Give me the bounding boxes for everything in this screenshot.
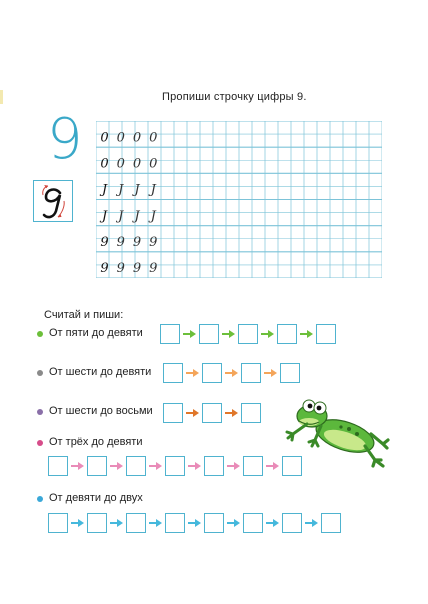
answer-box[interactable] — [202, 363, 222, 383]
copy-instruction: Пропиши строчку цифры 9. — [162, 91, 307, 103]
count-section-title: Считай и пиши: — [44, 309, 124, 321]
task-label: От пяти до девяти — [49, 327, 143, 339]
arrow-right-icon — [107, 518, 126, 528]
sample-glyph: 0 — [149, 156, 158, 172]
answer-box[interactable] — [316, 324, 336, 344]
answer-box[interactable] — [48, 456, 68, 476]
sample-glyph: 0 — [149, 130, 158, 146]
sample-glyph: 9 — [116, 261, 125, 277]
arrow-right-icon — [224, 461, 243, 471]
sample-glyph: 9 — [100, 261, 109, 277]
sample-glyph: 9 — [132, 234, 142, 250]
arrow-right-icon — [261, 368, 280, 378]
arrow-right-icon — [222, 368, 241, 378]
printed-digit-nine: 9 — [47, 107, 83, 172]
arrow-right-icon — [302, 518, 321, 528]
answer-box[interactable] — [163, 403, 183, 423]
answer-box[interactable] — [204, 513, 224, 533]
answer-box[interactable] — [282, 513, 302, 533]
answer-box[interactable] — [126, 456, 146, 476]
task-bullet — [37, 331, 43, 337]
sample-glyph: J — [134, 208, 140, 224]
answer-box[interactable] — [243, 456, 263, 476]
arrow-right-icon — [146, 461, 165, 471]
task-bullet — [37, 409, 43, 415]
sample-glyph: J — [150, 182, 156, 198]
handwriting-sample-box — [33, 180, 73, 222]
answer-box[interactable] — [165, 513, 185, 533]
arrow-right-icon — [183, 368, 202, 378]
sample-glyph: 9 — [149, 234, 158, 250]
arrow-right-icon — [185, 461, 204, 471]
answer-box[interactable] — [277, 324, 297, 344]
arrow-right-icon — [183, 408, 202, 418]
sample-glyph: J — [101, 208, 108, 224]
answer-box[interactable] — [204, 456, 224, 476]
arrow-right-icon — [222, 408, 241, 418]
arrow-right-icon — [146, 518, 165, 528]
sample-glyph: 0 — [100, 156, 109, 172]
sample-glyph: 0 — [132, 130, 142, 146]
sample-glyph: J — [134, 182, 140, 198]
sample-glyph: 9 — [149, 261, 158, 277]
sample-glyph: 0 — [116, 156, 125, 172]
arrow-right-icon — [258, 329, 277, 339]
arrow-right-icon — [68, 461, 87, 471]
answer-chain — [160, 324, 336, 344]
arrow-right-icon — [263, 518, 282, 528]
answer-box[interactable] — [321, 513, 341, 533]
task-label: От шести до девяти — [49, 366, 152, 378]
answer-chain — [48, 513, 341, 533]
script-nine-icon — [34, 181, 74, 223]
arrow-right-icon — [263, 461, 282, 471]
task-bullet — [37, 496, 43, 502]
sample-glyph: J — [101, 182, 108, 198]
answer-box[interactable] — [280, 363, 300, 383]
arrow-right-icon — [297, 329, 316, 339]
arrow-right-icon — [224, 518, 243, 528]
answer-chain — [48, 456, 302, 476]
task-label: От шести до восьми — [49, 405, 153, 417]
sample-glyph: J — [150, 208, 156, 224]
arrow-right-icon — [219, 329, 238, 339]
answer-box[interactable] — [199, 324, 219, 344]
sample-glyph: 9 — [116, 234, 125, 250]
task-label: От трёх до девяти — [49, 436, 143, 448]
arrow-right-icon — [68, 518, 87, 528]
copy-grid[interactable] — [96, 121, 382, 278]
sample-glyph: 0 — [132, 156, 142, 172]
answer-box[interactable] — [202, 403, 222, 423]
sample-glyph: J — [118, 182, 124, 198]
arrow-right-icon — [107, 461, 126, 471]
answer-chain — [163, 363, 300, 383]
task-bullet — [37, 440, 43, 446]
answer-box[interactable] — [87, 456, 107, 476]
sample-glyph: J — [118, 208, 124, 224]
answer-box[interactable] — [48, 513, 68, 533]
sample-glyph: 0 — [100, 130, 109, 146]
task-label: От девяти до двух — [49, 492, 143, 504]
answer-box[interactable] — [126, 513, 146, 533]
answer-box[interactable] — [241, 363, 261, 383]
arrow-right-icon — [180, 329, 199, 339]
sample-glyph: 9 — [132, 261, 142, 277]
answer-box[interactable] — [238, 324, 258, 344]
frog-illustration — [285, 394, 390, 469]
answer-box[interactable] — [87, 513, 107, 533]
task-bullet — [37, 370, 43, 376]
sample-glyph: 0 — [116, 130, 125, 146]
answer-box[interactable] — [243, 513, 263, 533]
answer-box[interactable] — [163, 363, 183, 383]
sample-glyph: 9 — [100, 234, 109, 250]
page-edge-mark — [0, 90, 3, 104]
answer-box[interactable] — [165, 456, 185, 476]
answer-chain — [163, 403, 261, 423]
arrow-right-icon — [185, 518, 204, 528]
answer-box[interactable] — [160, 324, 180, 344]
answer-box[interactable] — [241, 403, 261, 423]
